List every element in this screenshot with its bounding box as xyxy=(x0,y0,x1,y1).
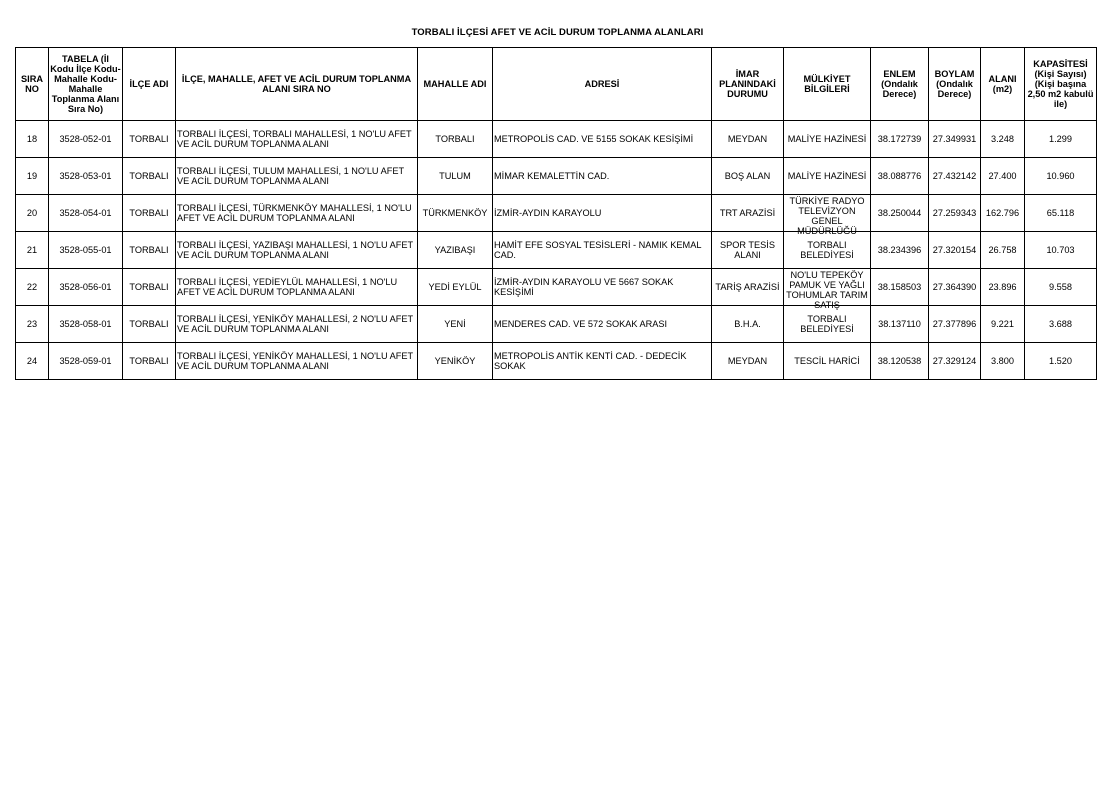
kapasite-cell: 10.703 xyxy=(1025,232,1097,269)
toplanma-alani-cell: TORBALI İLÇESİ, TORBALI MAHALLESİ, 1 NO'LU AFET VE ACİL DURUM TOPLANMA ALANI xyxy=(176,121,418,158)
imar-durumu-cell: MEYDAN xyxy=(712,343,784,380)
tabela-cell: 3528-053-01 xyxy=(49,158,123,195)
imar-durumu-cell: B.H.A. xyxy=(712,306,784,343)
mulkiyet-text: TORBALI BELEDİYESİ xyxy=(800,314,854,334)
mulkiyet-text: NO'LU TEPEKÖY PAMUK VE YAĞLI TOHUMLAR TARIM SATIŞ xyxy=(786,270,868,310)
sira-no-cell: 20 xyxy=(16,195,49,232)
mulkiyet-cell xyxy=(784,232,871,269)
sira-no-cell: 19 xyxy=(16,158,49,195)
col-header-enlem: ENLEM (Ondalık Derece) xyxy=(871,48,929,121)
mahalle-adi-cell: TORBALI xyxy=(418,121,493,158)
mulkiyet-cell xyxy=(784,195,871,236)
page-title: TORBALI İLÇESİ AFET VE ACİL DURUM TOPLANMA ALANLARI xyxy=(411,27,704,38)
adres-cell: HAMİT EFE SOSYAL TESİSLERİ - NAMIK KEMAL CAD. xyxy=(493,232,712,269)
boylam-cell: 27.377896 xyxy=(929,306,981,343)
ilce-adi-cell: TORBALI xyxy=(123,121,176,158)
enlem-cell: 38.158503 xyxy=(871,269,929,306)
mahalle-adi-cell: TÜRKMENKÖY xyxy=(418,195,493,232)
boylam-cell: 27.320154 xyxy=(929,232,981,269)
col-header-imar-durumu: İMAR PLANINDAKİ DURUMU xyxy=(712,48,784,121)
sira-no-cell: 18 xyxy=(16,121,49,158)
kapasite-cell: 1.299 xyxy=(1025,121,1097,158)
mulkiyet-text: TÜRKİYE RADYO TELEVİZYON GENEL MÜDÜRLÜĞÜ xyxy=(789,196,865,236)
toplanma-alani-cell: TORBALI İLÇESİ, YAZIBAŞI MAHALLESİ, 1 NO'LU AFET VE ACİL DURUM TOPLANMA ALANI xyxy=(176,232,418,269)
tabela-cell: 3528-056-01 xyxy=(49,269,123,306)
sira-no-cell: 23 xyxy=(16,306,49,343)
col-header-adres: ADRESİ xyxy=(493,48,712,121)
boylam-cell: 27.364390 xyxy=(929,269,981,306)
imar-durumu-cell: SPOR TESİS ALANI xyxy=(712,232,784,269)
enlem-cell: 38.250044 xyxy=(871,195,929,232)
mahalle-adi-cell: TULUM xyxy=(418,158,493,195)
tabela-cell: 3528-058-01 xyxy=(49,306,123,343)
header-row xyxy=(16,48,1097,121)
alani-cell: 27.400 xyxy=(981,158,1025,195)
ilce-adi-cell: TORBALI xyxy=(123,269,176,306)
imar-durumu-cell: BOŞ ALAN xyxy=(712,158,784,195)
enlem-cell: 38.137110 xyxy=(871,306,929,343)
imar-durumu-cell: MEYDAN xyxy=(712,121,784,158)
ilce-adi-cell: TORBALI xyxy=(123,195,176,232)
tabela-cell: 3528-055-01 xyxy=(49,232,123,269)
table-row xyxy=(16,232,1097,269)
toplanma-alani-cell: TORBALI İLÇESİ, YEDİEYLÜL MAHALLESİ, 1 NO'LU AFET VE ACİL DURUM TOPLANMA ALANI xyxy=(176,269,418,306)
boylam-cell: 27.432142 xyxy=(929,158,981,195)
col-header-toplanma-alani: İLÇE, MAHALLE, AFET VE ACİL DURUM TOPLANMA ALANI SIRA NO xyxy=(176,48,418,121)
mahalle-adi-cell: YENİ xyxy=(418,306,493,343)
imar-durumu-cell: TARİŞ ARAZİSİ xyxy=(712,269,784,306)
kapasite-cell: 1.520 xyxy=(1025,343,1097,380)
sira-no-cell: 21 xyxy=(16,232,49,269)
ilce-adi-cell: TORBALI xyxy=(123,158,176,195)
enlem-cell: 38.234396 xyxy=(871,232,929,269)
mahalle-adi-cell: YAZIBAŞI xyxy=(418,232,493,269)
mulkiyet-text: MALİYE HAZİNESİ xyxy=(787,134,867,144)
table-row xyxy=(16,269,1097,306)
assembly-areas-table xyxy=(15,47,1097,380)
toplanma-alani-cell: TORBALI İLÇESİ, YENİKÖY MAHALLESİ, 2 NO'LU AFET VE ACİL DURUM TOPLANMA ALANI xyxy=(176,306,418,343)
ilce-adi-cell: TORBALI xyxy=(123,232,176,269)
boylam-cell: 27.259343 xyxy=(929,195,981,232)
enlem-cell: 38.088776 xyxy=(871,158,929,195)
tabela-cell: 3528-059-01 xyxy=(49,343,123,380)
table-row xyxy=(16,343,1097,380)
kapasite-cell: 9.558 xyxy=(1025,269,1097,306)
kapasite-cell: 3.688 xyxy=(1025,306,1097,343)
boylam-cell: 27.329124 xyxy=(929,343,981,380)
mulkiyet-cell xyxy=(784,158,871,195)
table-row xyxy=(16,121,1097,158)
table-row xyxy=(16,306,1097,343)
mulkiyet-cell xyxy=(784,306,871,343)
adres-cell: METROPOLİS ANTİK KENTİ CAD. - DEDECİK SOKAK xyxy=(493,343,712,380)
toplanma-alani-cell: TORBALI İLÇESİ, YENİKÖY MAHALLESİ, 1 NO'LU AFET VE ACİL DURUM TOPLANMA ALANI xyxy=(176,343,418,380)
adres-cell: MİMAR KEMALETTİN CAD. xyxy=(493,158,712,195)
mahalle-adi-cell: YEDİ EYLÜL xyxy=(418,269,493,306)
mulkiyet-cell xyxy=(784,269,871,310)
toplanma-alani-cell: TORBALI İLÇESİ, TÜRKMENKÖY MAHALLESİ, 1 NO'LU AFET VE ACİL DURUM TOPLANMA ALANI xyxy=(176,195,418,232)
ilce-adi-cell: TORBALI xyxy=(123,306,176,343)
sira-no-cell: 22 xyxy=(16,269,49,306)
mulkiyet-cell xyxy=(784,343,871,380)
alani-cell: 3.800 xyxy=(981,343,1025,380)
adres-cell: İZMİR-AYDIN KARAYOLU VE 5667 SOKAK KESİŞİMİ xyxy=(493,269,712,306)
adres-cell: MENDERES CAD. VE 572 SOKAK ARASI xyxy=(493,306,712,343)
sira-no-cell: 24 xyxy=(16,343,49,380)
mulkiyet-cell xyxy=(784,121,871,158)
toplanma-alani-cell: TORBALI İLÇESİ, TULUM MAHALLESİ, 1 NO'LU AFET VE ACİL DURUM TOPLANMA ALANI xyxy=(176,158,418,195)
table-row xyxy=(16,158,1097,195)
col-header-alani: ALANI (m2) xyxy=(981,48,1025,121)
col-header-mulkiyet: MÜLKİYET BİLGİLERİ xyxy=(784,48,871,121)
col-header-sira-no: SIRA NO xyxy=(16,48,49,121)
imar-durumu-cell: TRT ARAZİSİ xyxy=(712,195,784,232)
mulkiyet-text: MALİYE HAZİNESİ xyxy=(787,171,867,181)
alani-cell: 23.896 xyxy=(981,269,1025,306)
alani-cell: 162.796 xyxy=(981,195,1025,232)
col-header-kapasite: KAPASİTESİ (Kişi Sayısı) (Kişi başına 2,50 m2 kabulü ile) xyxy=(1025,48,1097,121)
mulkiyet-text: TESCİL HARİCİ xyxy=(794,356,860,366)
tabela-cell: 3528-054-01 xyxy=(49,195,123,232)
col-header-boylam: BOYLAM (Ondalık Derece) xyxy=(929,48,981,121)
enlem-cell: 38.172739 xyxy=(871,121,929,158)
mahalle-adi-cell: YENİKÖY xyxy=(418,343,493,380)
kapasite-cell: 65.118 xyxy=(1025,195,1097,232)
col-header-ilce-adi: İLÇE ADI xyxy=(123,48,176,121)
alani-cell: 26.758 xyxy=(981,232,1025,269)
table-row xyxy=(16,195,1097,232)
enlem-cell: 38.120538 xyxy=(871,343,929,380)
boylam-cell: 27.349931 xyxy=(929,121,981,158)
col-header-tabela: TABELA (İl Kodu İlçe Kodu-Mahalle Kodu-Mahalle Toplanma Alanı Sıra No) xyxy=(49,48,123,121)
mulkiyet-text: TORBALI BELEDİYESİ xyxy=(800,240,854,260)
kapasite-cell: 10.960 xyxy=(1025,158,1097,195)
col-header-mahalle-adi: MAHALLE ADI xyxy=(418,48,493,121)
adres-cell: İZMİR-AYDIN KARAYOLU xyxy=(493,195,712,232)
ilce-adi-cell: TORBALI xyxy=(123,343,176,380)
tabela-cell: 3528-052-01 xyxy=(49,121,123,158)
alani-cell: 9.221 xyxy=(981,306,1025,343)
adres-cell: METROPOLİS CAD. VE 5155 SOKAK KESİŞİMİ xyxy=(493,121,712,158)
alani-cell: 3.248 xyxy=(981,121,1025,158)
